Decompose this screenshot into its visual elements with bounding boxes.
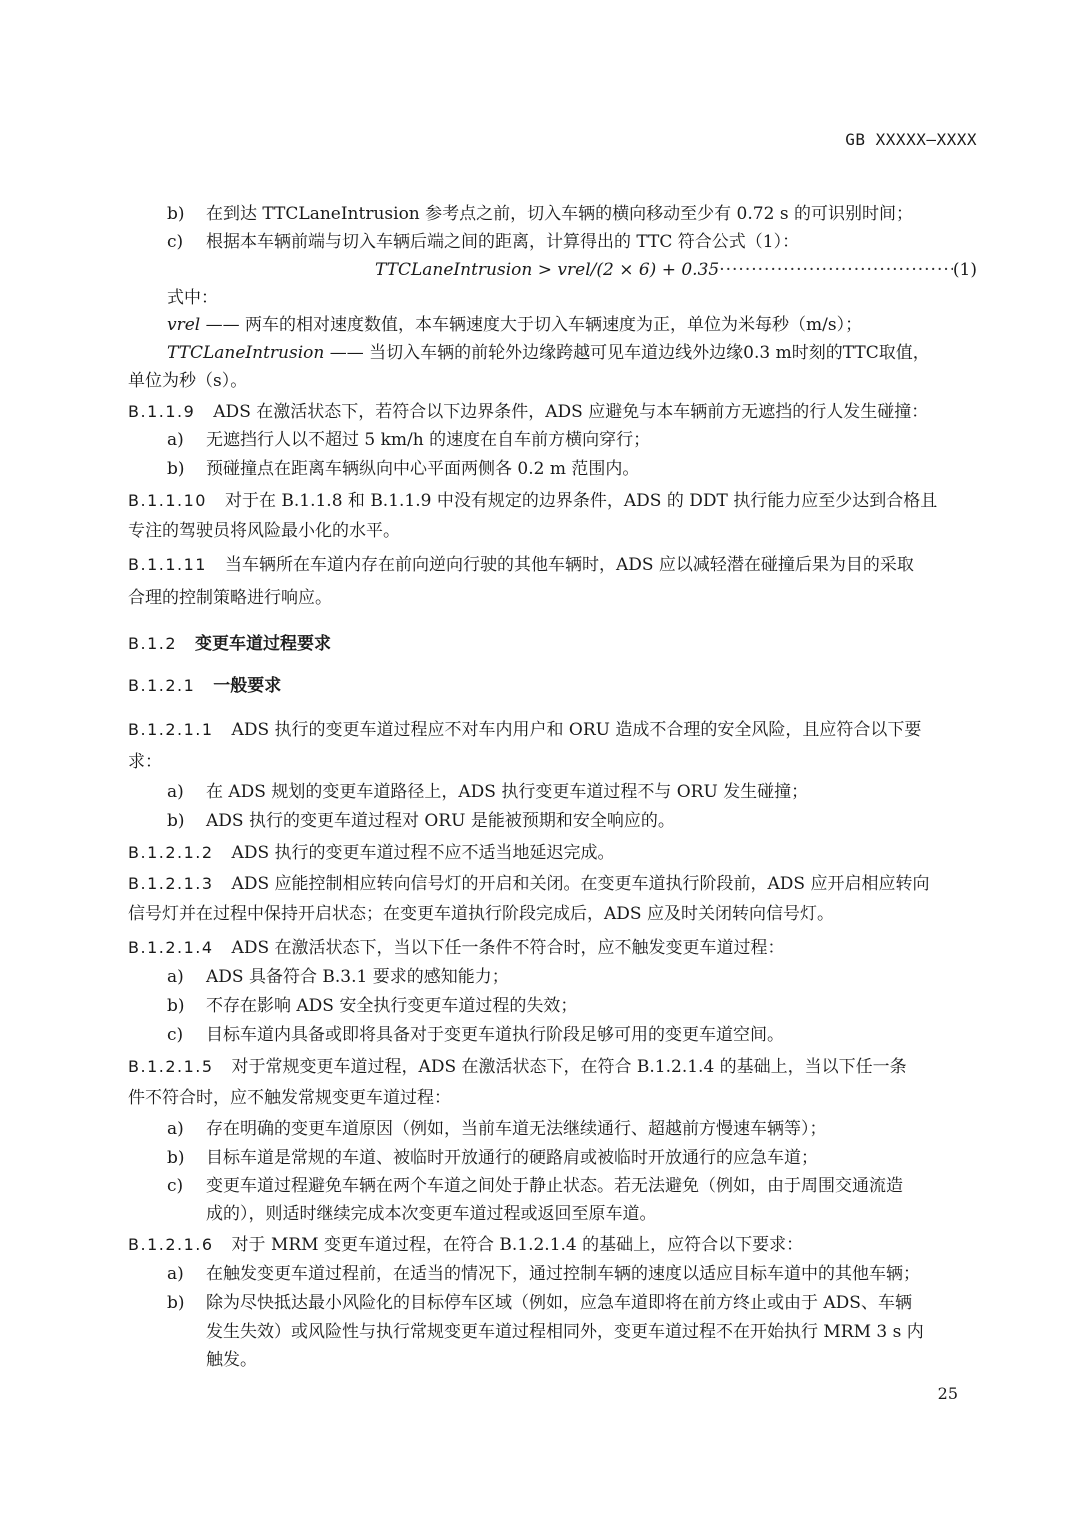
list-text: 目标车道是常规的车道、被临时开放通行的硬路肩或被临时开放通行的应急车道； bbox=[206, 1148, 818, 1168]
clause-b11215 bbox=[128, 1052, 977, 1082]
list-text: 变更车道过程避免车辆在两个车道之间处于静止状态。若无法避免（例如，由于周围交通流造 bbox=[206, 1176, 903, 1196]
leader-dots bbox=[719, 256, 953, 285]
list-item bbox=[167, 426, 977, 455]
list-item bbox=[167, 963, 977, 992]
clause-number: B.1.2.1.2 bbox=[128, 843, 214, 862]
page-number: 25 bbox=[937, 1384, 958, 1403]
clause-text: 对于在 B.1.1.8 和 B.1.1.9 中没有规定的边界条件，ADS 的 DDT 执行能力应至少达到合格且 bbox=[224, 491, 938, 511]
list-marker: b) bbox=[167, 996, 185, 1016]
list-text: 在到达 TTCLaneIntrusion 参考点之前，切入车辆的横向移动至少有 0.72 s 的可识别时间； bbox=[206, 204, 913, 224]
clause-text: ADS 执行的变更车道过程应不对车内用户和 ORU 造成不合理的安全风险，且应符合以下要 bbox=[231, 720, 922, 740]
symbol: TTCLaneIntrusion bbox=[167, 343, 325, 363]
list-marker: a) bbox=[167, 1119, 184, 1139]
list-text: 目标车道内具备或即将具备对于变更车道执行阶段足够可用的变更车道空间。 bbox=[206, 1025, 784, 1045]
list-marker: b) bbox=[167, 204, 185, 224]
list-text: 不存在影响 ADS 安全执行变更车道过程的失效； bbox=[206, 996, 578, 1016]
list-item bbox=[167, 807, 977, 836]
list-text: 在 ADS 规划的变更车道路径上，ADS 执行变更车道过程不与 ORU 发生碰撞； bbox=[206, 782, 809, 802]
clause-number: B.1.1.10 bbox=[128, 491, 207, 510]
section-heading-b112 bbox=[128, 629, 977, 659]
list-marker: b) bbox=[167, 459, 185, 479]
clause-number: B.1.1.11 bbox=[128, 555, 207, 574]
formula-expression: TTCLaneIntrusion > vrel/(2 × 6) + 0.35 bbox=[375, 260, 720, 280]
definition-text: —— 两车的相对速度数值，本车辆速度大于切入车辆速度为正，单位为米每秒（m/s）； bbox=[200, 315, 863, 335]
formula-number: (1) bbox=[952, 260, 977, 280]
clause-continuation: 合理的控制策略进行响应。 bbox=[128, 588, 332, 608]
standard-number: GB XXXXX—XXXX bbox=[845, 130, 977, 149]
clause-b11111 bbox=[128, 550, 977, 580]
section-heading-b1121 bbox=[128, 671, 977, 701]
list-item bbox=[167, 455, 977, 484]
list-marker: c) bbox=[167, 1025, 184, 1045]
list-item bbox=[167, 992, 977, 1021]
list-continuation: 触发。 bbox=[206, 1350, 257, 1370]
list-text: 存在明确的变更车道原因（例如，当前车道无法继续通行、超越前方慢速车辆等）； bbox=[206, 1119, 827, 1139]
list-continuation: 成的），则适时继续完成本次变更车道过程或返回至原车道。 bbox=[206, 1204, 657, 1224]
clause-b11212 bbox=[128, 838, 977, 868]
clause-text: ADS 应能控制相应转向信号灯的开启和关闭。在变更车道执行阶段前，ADS 应开启相应转向 bbox=[231, 874, 930, 894]
list-item bbox=[167, 1021, 977, 1050]
definition-text: —— 当切入车辆的前轮外边缘跨越可见车道边线外边缘0.3 m时刻的TTC取值， bbox=[324, 343, 930, 363]
list-marker: b) bbox=[167, 1293, 185, 1313]
list-item bbox=[167, 200, 977, 229]
clause-b11211 bbox=[128, 715, 977, 745]
list-marker: b) bbox=[167, 1148, 185, 1168]
clause-b1119 bbox=[128, 397, 977, 427]
formula-line bbox=[375, 256, 977, 285]
list-text: ADS 执行的变更车道过程对 ORU 是能被预期和安全响应的。 bbox=[206, 811, 675, 831]
clause-text: 当车辆所在车道内存在前向逆向行驶的其他车辆时，ADS 应以减轻潜在碰撞后果为目的采取 bbox=[224, 555, 914, 575]
list-text: 预碰撞点在距离车辆纵向中心平面两侧各 0.2 m 范围内。 bbox=[206, 459, 640, 479]
clause-text: ADS 在激活状态下，若符合以下边界条件，ADS 应避免与本车辆前方无遮挡的行人发生碰撞： bbox=[213, 402, 929, 422]
clause-number: B.1.2.1.4 bbox=[128, 938, 214, 957]
where-label: 式中： bbox=[167, 288, 218, 308]
clause-number: B.1.2.1.3 bbox=[128, 874, 214, 893]
list-marker: a) bbox=[167, 967, 184, 987]
list-text: 根据本车辆前端与切入车辆后端之间的距离，计算得出的 TTC 符合公式（1）： bbox=[206, 232, 800, 252]
list-text: 无遮挡行人以不超过 5 km/h 的速度在自车前方横向穿行； bbox=[206, 430, 651, 450]
clause-b11214 bbox=[128, 933, 977, 963]
list-continuation: 发生失效）或风险性与执行常规变更车道过程相同外，变更车道过程不在开始执行 MRM 3 s 内 bbox=[206, 1322, 924, 1342]
list-item bbox=[167, 1115, 977, 1144]
clause-continuation: 信号灯并在过程中保持开启状态；在变更车道执行阶段完成后，ADS 应及时关闭转向信号灯。 bbox=[128, 904, 834, 924]
list-text: 在触发变更车道过程前，在适当的情况下，通过控制车辆的速度以适应目标车道中的其他车辆； bbox=[206, 1264, 920, 1284]
list-item bbox=[167, 778, 977, 807]
clause-continuation: 件不符合时，应不触发常规变更车道过程： bbox=[128, 1088, 451, 1108]
clause-b11213 bbox=[128, 869, 977, 899]
list-marker: c) bbox=[167, 1176, 184, 1196]
clause-text: 对于常规变更车道过程，ADS 在激活状态下，在符合 B.1.2.1.4 的基础上，当以下任一条 bbox=[231, 1057, 907, 1077]
clause-text: 对于 MRM 变更车道过程，在符合 B.1.2.1.4 的基础上，应符合以下要求： bbox=[231, 1235, 804, 1255]
definition-vrel bbox=[167, 311, 977, 340]
list-item bbox=[167, 1144, 977, 1173]
clause-number: B.1.1.9 bbox=[128, 402, 196, 421]
list-item bbox=[167, 1172, 977, 1201]
list-text: 除为尽快抵达最小风险化的目标停车区域（例如，应急车道即将在前方终止或由于 ADS、车辆 bbox=[206, 1293, 912, 1313]
list-marker: c) bbox=[167, 232, 184, 252]
clause-b11110 bbox=[128, 486, 977, 516]
list-item bbox=[167, 228, 977, 257]
list-item bbox=[167, 1289, 977, 1318]
clause-number: B.1.2.1.6 bbox=[128, 1235, 214, 1254]
definition-ttc bbox=[167, 339, 977, 368]
clause-continuation: 专注的驾驶员将风险最小化的水平。 bbox=[128, 521, 400, 541]
section-number: B.1.2.1 bbox=[128, 676, 196, 695]
list-text: ADS 具备符合 B.3.1 要求的感知能力； bbox=[206, 967, 509, 987]
list-marker: a) bbox=[167, 782, 184, 802]
list-item bbox=[167, 1260, 977, 1289]
definition-continuation: 单位为秒（s）。 bbox=[128, 371, 248, 391]
list-marker: a) bbox=[167, 1264, 184, 1284]
symbol: vrel bbox=[167, 315, 201, 335]
section-title: 一般要求 bbox=[213, 676, 282, 696]
list-marker: a) bbox=[167, 430, 184, 450]
clause-b11216 bbox=[128, 1230, 977, 1260]
clause-continuation: 求： bbox=[128, 752, 162, 772]
section-title: 变更车道过程要求 bbox=[195, 634, 332, 654]
clause-text: ADS 执行的变更车道过程不应不适当地延迟完成。 bbox=[231, 843, 615, 863]
clause-number: B.1.2.1.1 bbox=[128, 720, 214, 739]
clause-number: B.1.2.1.5 bbox=[128, 1057, 214, 1076]
list-marker: b) bbox=[167, 811, 185, 831]
clause-text: ADS 在激活状态下，当以下任一条件不符合时，应不触发变更车道过程： bbox=[231, 938, 785, 958]
section-number: B.1.2 bbox=[128, 634, 178, 653]
